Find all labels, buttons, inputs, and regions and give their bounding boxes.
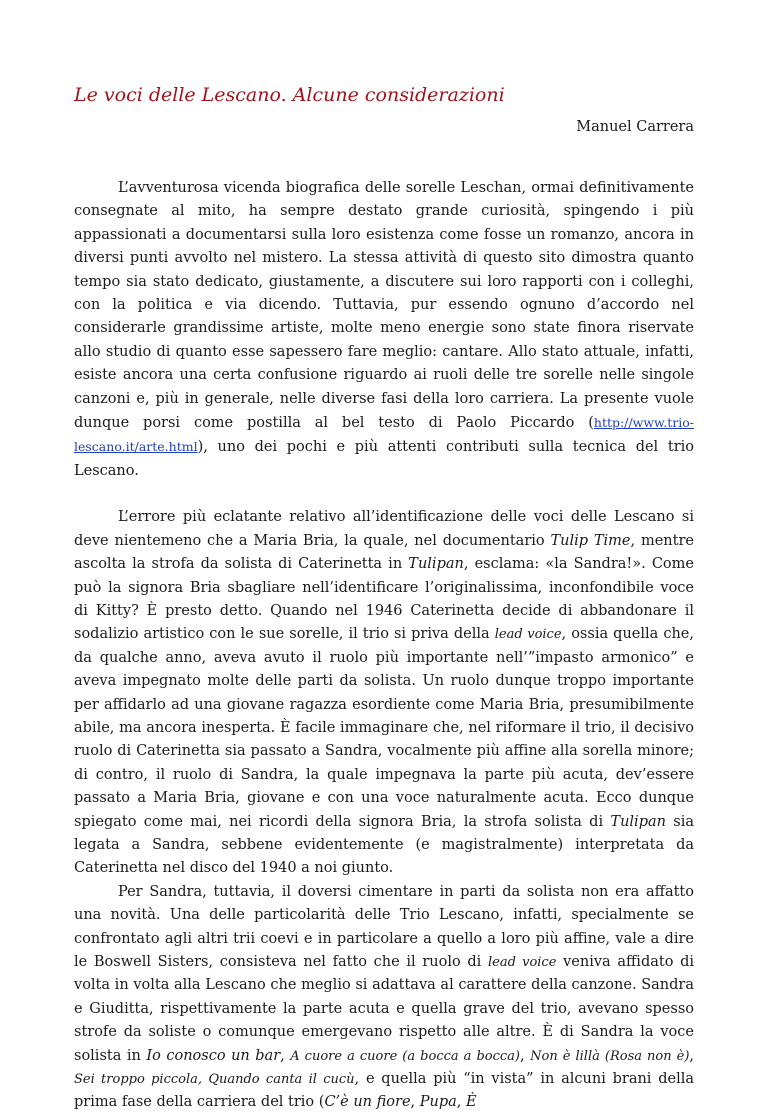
paragraph-text: L’errore più eclatante relativo all’identificazione delle voci delle Lescano si deve nientemeno che a Maria Bria, la quale, nel documentario bbox=[74, 509, 694, 549]
author-name: Manuel Carrera bbox=[576, 119, 694, 135]
paragraph-text: , bbox=[410, 1094, 420, 1111]
italic-title: Non è lillà (Rosa non è) bbox=[530, 1048, 690, 1064]
article-body bbox=[74, 177, 694, 1115]
italic-title: Tulipan bbox=[610, 813, 666, 830]
paragraph-text: L’avventurosa vicenda biografica delle sorelle Leschan, ormai definitivamente consegnate al mito, ha sempre destato grande curiosità, spingendo i più appassionati a documentarsi sulla loro esistenza come fosse un romanzo, ancora in diversi punti avvolto nel mistero. La stessa attività di questo sito dimostra quanto tempo sia stato dedicato, giustamente, a discutere sui loro rapporti con i colleghi, con la politica e via dicendo. Tuttavia, pur essendo ognuno d’accordo nel considerarle grandissime artiste, molte meno energie sono state finora riservate allo studio di quanto esse sapessero fare meglio: cantare. Allo stato attuale, infatti, esiste ancora una certa confusione riguardo ai ruoli delle tre sorelle nelle singole canzoni e, più in generale, nelle diverse fasi della loro carriera. La presente vuole dunque porsi come postilla al bel testo di Paolo Piccardo ( bbox=[74, 180, 694, 432]
arte-link[interactable]: http://www.trio-lescano.it/arte.html bbox=[74, 415, 694, 455]
paragraph-text: sia legata a Sandra, sebbene evidentemente (e magistralmente) interpretata da Caterinetta nel disco del 1940 a noi giunto. bbox=[74, 813, 694, 877]
paragraph-text: , bbox=[456, 1094, 466, 1111]
paragraph-2 bbox=[74, 506, 694, 881]
italic-term: lead voice bbox=[487, 955, 557, 970]
paragraph-text: , bbox=[280, 1047, 291, 1064]
italic-title: Io conosco un bar bbox=[146, 1047, 281, 1064]
italic-title: Tulip Time bbox=[550, 532, 631, 549]
paragraph-text: , bbox=[520, 1047, 531, 1064]
italic-title: Pupa bbox=[419, 1094, 457, 1111]
italic-title: È bbox=[466, 1094, 477, 1111]
paragraph-1 bbox=[74, 177, 694, 483]
italic-title: A cuore a cuore (a bocca a bocca) bbox=[290, 1048, 520, 1064]
paragraph-text: , esclama: «la Sandra!». Come può la signora Bria sbagliare nell’identificare l’originalissima, inconfondibile voce di Kitty? È presto detto. Quando nel 1946 Caterinetta decide di abbandonare il sodalizio artistico con le sue sorelle, il trio si priva della bbox=[74, 556, 694, 643]
paragraph-text: , mentre ascolta la strofa da solista di Caterinetta in bbox=[74, 532, 694, 573]
italic-title: C’è un fiore bbox=[324, 1094, 411, 1111]
paragraph-text: ), uno dei pochi e più attenti contributi sulla tecnica del trio Lescano. bbox=[74, 439, 694, 479]
paragraph-text: , bbox=[689, 1047, 695, 1064]
italic-title: Sei troppo piccola, Quando canta il cucù bbox=[74, 1072, 355, 1088]
paragraph-text: veniva affidato di volta in volta alla Lescano che meglio si adattava al carattere della canzone. Sandra e Giuditta, rispettivamente la parte acuta e quella grave del trio, avevano spesso strofe da soliste o comunque emergevano rispetto alle altre. È di Sandra la voce solista in bbox=[74, 954, 695, 1064]
italic-title: Tulipan bbox=[408, 556, 464, 573]
paragraph-text: Per Sandra, tuttavia, il doversi cimentare in parti da solista non era affatto una novità. Una delle particolarità delle Trio Lescano, infatti, specialmente se confrontato agli altri trii coevi e in particolare a quello a loro più affine, vale a dire le Boswell Sisters, consisteva nel fatto che il ruolo di bbox=[74, 883, 694, 970]
italic-term: lead voice bbox=[494, 627, 562, 643]
paragraph-3 bbox=[74, 881, 694, 1115]
page-title: Le voci delle Lescano. Alcune considerazioni bbox=[74, 84, 505, 106]
paragraph-text: , ossia quella che, da qualche anno, aveva avuto il ruolo più importante nell’”impasto armonico” e aveva impegnato molte delle parti da solista. Un ruolo dunque troppo importante per affidarlo ad una giovane ragazza esordiente come Maria Bria, presumibilmente abile, ma ancora inesperta. È facile immaginare che, nel riformare il trio, il decisivo ruolo di Caterinetta sia passato a Sandra, vocalmente più affine alla sorella minore; di contro, il ruolo di Sandra, la quale impegnava la parte più acuta, dev’essere passato a Maria Bria, giovane e con una voce naturalmente acuta. Ecco dunque spiegato come mai, nei ricordi della signora Bria, la strofa solista di bbox=[74, 626, 694, 830]
paragraph-text: , e quella più “in vista” in alcuni brani della prima fase della carriera del trio ( bbox=[74, 1071, 695, 1111]
